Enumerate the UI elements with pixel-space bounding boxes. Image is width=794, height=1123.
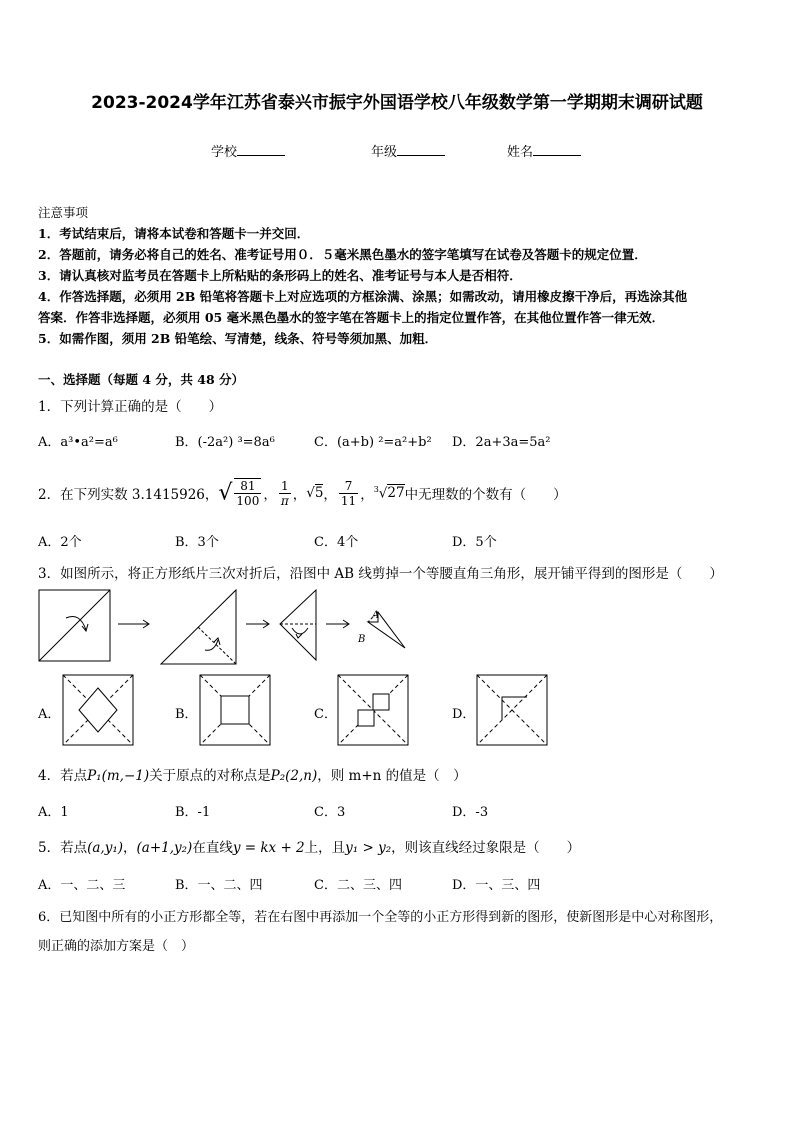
q1-option-c: C．(a+b) ²=a²+b² <box>314 435 432 450</box>
radical-sign: √ <box>218 480 233 506</box>
notice-item: 4．作答选择题，必须用 2B 铅笔将答题卡上对应选项的方框涂满、涂黑；如需改动，请用橡皮擦干净后，再选涂其他 <box>38 289 688 304</box>
question-4-stem <box>38 764 467 784</box>
fold-arrow-head <box>296 634 302 638</box>
radicand: 27 <box>387 485 405 502</box>
fold-arrow <box>292 628 308 634</box>
denominator: 11 <box>340 493 357 508</box>
q5-text: 5．若点 <box>38 840 88 856</box>
school-label: 学校 <box>211 145 238 160</box>
point-1: (a,y₁) <box>87 840 124 856</box>
question-2-stem: 2．在下列实数 3.1415926， √ $\frac{81}{100}$ ， $\frac{1}{\pi}$ ， √5 ， $\frac{7}{11}$ ， $^3$√27 中无理数的个数有（ ） <box>38 478 567 508</box>
inequality: y₁ > y₂ <box>345 840 392 856</box>
point-a-label: A <box>372 610 380 621</box>
q1-option-d: D．2a+3a=5a² <box>452 435 551 450</box>
option-b-cut-square <box>221 696 249 724</box>
radicand: 5 <box>314 485 324 501</box>
point-2: (a+1,y₂) <box>136 840 193 856</box>
notice-item: 1．考试结束后，请将本试卷和答题卡一并交回． <box>38 226 310 241</box>
folded-small-triangle <box>280 590 316 660</box>
question-3-stem: 3．如图所示，将正方形纸片三次对折后，沿图中 AB 线剪掉一个等腰直角三角形，展开铺平得到的图形是（ ） <box>38 566 723 582</box>
option-c-cut-square-2 <box>358 710 374 726</box>
sqrt-5: √5 <box>306 485 324 501</box>
q5-text: ，则该直线经过象限是（ ） <box>391 840 581 856</box>
q2-option-d: D．5个 <box>452 535 497 550</box>
q2-option-b: B．3个 <box>175 535 219 550</box>
point-b-label: B <box>358 634 366 645</box>
question-5-stem <box>38 836 580 856</box>
option-a-cut-diamond <box>79 688 117 732</box>
option-c-cut-square-1 <box>373 694 389 710</box>
q4-option-d: D．-3 <box>452 805 489 820</box>
q2-option-a: A．2个 <box>38 535 82 550</box>
q3-option-c: C． <box>314 707 337 722</box>
q4-option-c: C．3 <box>314 805 346 820</box>
question-6-line-2: 则正确的添加方案是（ ） <box>38 939 195 954</box>
q2-prefix: 2．在下列实数 3.1415926， <box>38 487 219 503</box>
numerator: 81 <box>234 479 261 494</box>
name-label: 姓名 <box>507 145 534 160</box>
q5-option-b: B．一、二、四 <box>175 878 263 893</box>
question-6-line-1: 6．已知图中所有的小正方形都全等，若在右图中再添加一个全等的小正方形得到新的图形，使新图形是中心对称图形， <box>38 910 723 925</box>
q2-suffix: 中无理数的个数有（ ） <box>404 487 567 503</box>
notice-item: 答案．作答非选择题，必须用 05 毫米黑色墨水的签字笔在答题卡上的指定位置作答，在其他位置作答一律无效． <box>38 310 665 325</box>
q5-option-a: A．一、二、三 <box>38 878 126 893</box>
q4-text: 4．若点 <box>38 768 88 784</box>
q4-option-a: A．1 <box>38 805 69 820</box>
cube-root: $^3$√27 <box>373 484 405 502</box>
notice-heading: 注意事项 <box>38 205 89 220</box>
fold-line-dashed <box>198 627 236 664</box>
q5-text: 上，且 <box>304 840 346 856</box>
grade-label: 年级 <box>371 145 398 160</box>
q1-option-a: A．a³•a²=a⁶ <box>38 435 118 450</box>
section-heading: 一、选择题（每题 4 分，共 48 分） <box>38 372 245 387</box>
point-p2: P₂(2,n) <box>270 768 318 784</box>
fold-arrow <box>205 640 218 650</box>
q4-text: 关于原点的对称点是 <box>149 768 271 784</box>
notice-item: 3．请认真核对监考员在答题卡上所粘贴的条形码上的姓名、准考证号与本人是否相符． <box>38 268 522 283</box>
q5-option-d: D．一、三、四 <box>452 878 541 893</box>
q5-text: ， <box>123 840 137 856</box>
q4-option-b: B．-1 <box>175 805 211 820</box>
denominator: π <box>280 493 289 508</box>
q2-option-c: C．4个 <box>314 535 359 550</box>
numerator: 7 <box>339 479 358 494</box>
fold-line <box>39 590 110 661</box>
q5-option-c: C．二、三、四 <box>314 878 402 893</box>
question-1-stem: 1．下列计算正确的是（ ） <box>38 399 223 415</box>
q3-option-d: D． <box>452 707 476 722</box>
q3-option-b: B． <box>175 707 198 722</box>
q5-text: 在直线 <box>192 840 233 856</box>
q4-text: ，则 m+n 的值是（ ） <box>317 768 467 784</box>
q3-option-a: A． <box>38 707 61 722</box>
denominator: 100 <box>236 494 260 508</box>
page-title: 2023-2024学年江苏省泰兴市振宇外国语学校八年级数学第一学期期末调研试题 <box>91 93 703 113</box>
q1-option-b: B．(-2a²) ³=8a⁶ <box>175 435 275 450</box>
line-equation: y = kx + 2 <box>232 840 305 856</box>
notice-item: 5．如需作图，须用 2B 铅笔绘、写清楚，线条、符号等须加黑、加粗． <box>38 331 438 346</box>
notice-item: 2．答题前，请务必将自己的姓名、准考证号用０．５毫米黑色墨水的签字笔填写在试卷及答题卡的规定位置． <box>38 247 647 262</box>
numerator: 1 <box>279 479 291 494</box>
point-p1: P₁(m,−1) <box>87 768 150 784</box>
